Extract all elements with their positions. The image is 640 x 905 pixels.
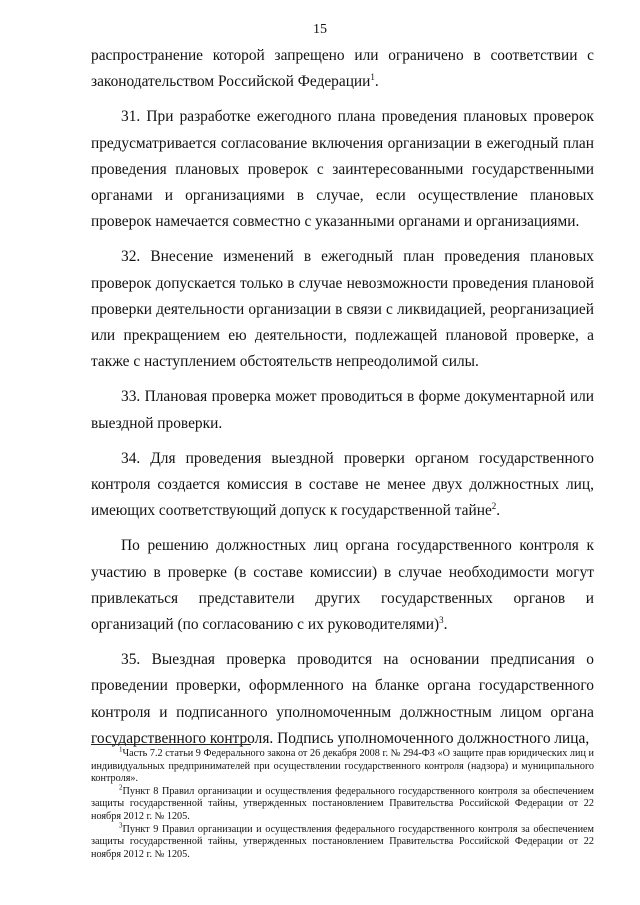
- footnote-ref-3: 3: [439, 614, 444, 625]
- paragraph-31: 31. При разработке ежегодного плана проведения плановых проверок предусматривается согласование включения организации в ежегодный план проведения плановых проверок с заинтересованными государственными органами и организациями в случае, если осуществление плановых проверок намечается совместно с указанными органами и организациями.: [91, 108, 594, 231]
- paragraph-34-continued: По решению должностных лиц органа государственного контроля к участию в проверке (в составе комиссии) в случае необходимости могут привлекаться представители других государственных органов и организаций (по согласованию с их руководителями)$^3$.: [91, 537, 594, 634]
- page-number: 15: [313, 22, 327, 37]
- paragraph-continuation: распространение которой запрещено или ограничено в соответствии с законодательством Российской Федерации$^1$.: [91, 47, 594, 91]
- footnote-2: $^2$Пункт 8 Правил организации и осуществления федерального государственного контроля за обеспечением защиты государственной тайны, утвержденных постановлением Правительства Российской Федерации от 22 ноября 2012 г. № 1205.: [91, 783, 594, 822]
- footnote-ref-2: 2: [491, 501, 497, 512]
- footnote-separator: [91, 744, 251, 745]
- footnote-3: $^3$Пункт 9 Правил организации и осуществления федерального государственного контроля за обеспечением защиты государственной тайны, утвержденных постановлением Правительства Российской Федерации от 22 ноября 2012 г. № 1205.: [91, 821, 594, 860]
- footnotes: [91, 745, 594, 861]
- paragraph-33: 33. Плановая проверка может проводиться в форме документарной или выездной проверки.: [91, 388, 594, 432]
- body-text: [91, 43, 594, 761]
- paragraph-32: 32. Внесение изменений в ежегодный план проведения плановых проверок допускается только в случае невозможности проведения плановой проверки деятельности организации в связи с ликвидацией, реорганизацией или прекращением ею деятельности, подлежащей плановой проверке, а также с наступлением обстоятельств непреодолимой силы.: [91, 248, 594, 371]
- footnote-ref-1: 1: [370, 72, 375, 83]
- paragraph-34: 34. Для проведения выездной проверки органом государственного контроля создается комиссия в составе не менее двух должностных лиц, имеющих соответствующий допуск к государственной тайне$^2$.: [91, 449, 594, 520]
- paragraph-35: 35. Выездная проверка проводится на основании предписания о проведении проверки, оформленного на бланке органа государственного контроля и подписанного уполномоченным должностным лицом органа государственного контроля. Подпись уполномоченного должностного лица,: [91, 651, 594, 747]
- footnote-1: $^1$Часть 7.2 статьи 9 Федерального закона от 26 декабря 2008 г. № 294-ФЗ «О защите прав юридических лиц и индивидуальных предпринимателей при осуществлении государственного контроля (надзора) и муниципального контроля».: [91, 745, 594, 785]
